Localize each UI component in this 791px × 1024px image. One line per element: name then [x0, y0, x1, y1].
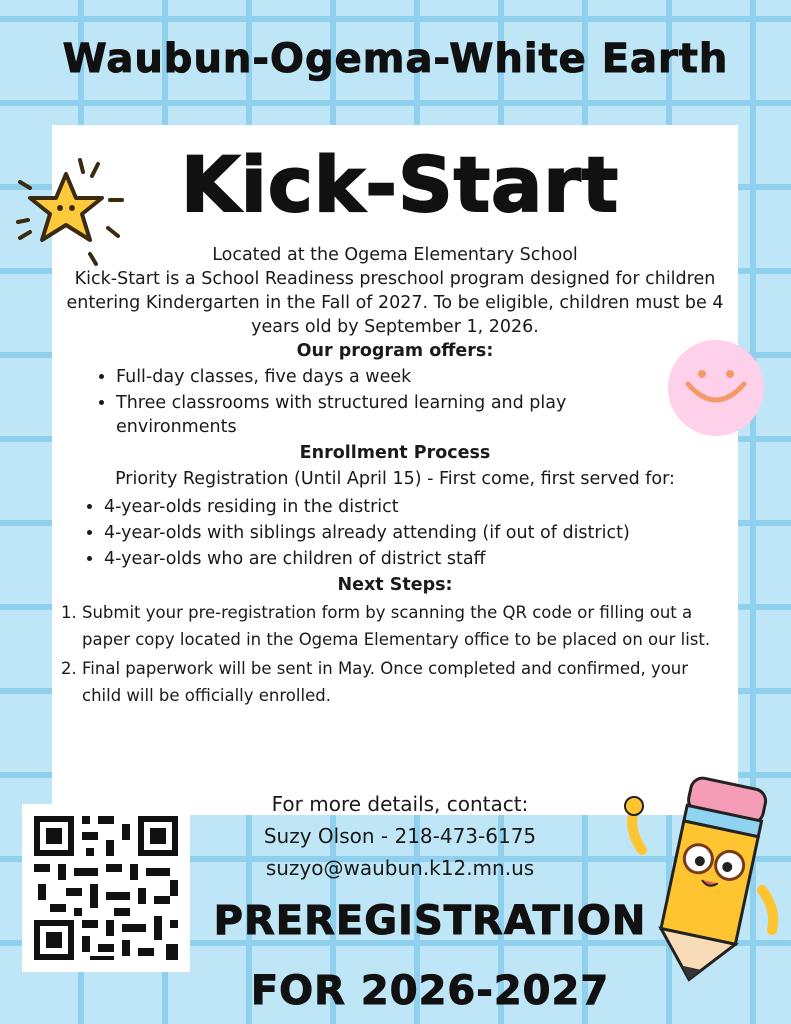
enrollment-list: [58, 495, 732, 571]
enrollment-heading: Enrollment Process: [299, 443, 491, 463]
contact-label: For more details, contact:: [271, 792, 529, 816]
list-item: 2. Final paperwork will be sent in May. Once completed and confirmed, your child will be officially enrolled.: [82, 655, 732, 709]
pencil-mascot-icon: [612, 770, 787, 990]
list-item: 1. Submit your pre-registration form by scanning the QR code or filling out a paper copy located in the Ogema Elementary office to be placed on our list.: [82, 599, 732, 653]
next-steps-list: [58, 599, 732, 709]
district-title: Waubun-Ogema-White Earth: [62, 36, 729, 82]
preregistration-label: PREREGISTRATION: [213, 898, 647, 944]
offers-heading: Our program offers:: [296, 341, 494, 361]
qr-code-icon: [22, 804, 190, 972]
list-item: • Full-day classes, five days a week: [116, 365, 676, 389]
qr-code: [22, 804, 190, 972]
contact-email: suzyo@waubun.k12.mn.us: [265, 856, 535, 880]
contact-name-phone: Suzy Olson - 218-473-6175: [263, 824, 537, 848]
list-item: • 4-year-olds residing in the district: [104, 495, 732, 519]
contact-block: [205, 788, 595, 884]
list-item: • Three classrooms with structured learning and play environments: [116, 391, 676, 439]
offers-list: [58, 365, 676, 439]
list-item: • 4-year-olds who are children of district staff: [104, 547, 732, 571]
page-title: Kick-Start: [180, 140, 620, 229]
location-text: Located at the Ogema Elementary School: [212, 245, 578, 265]
description-text: Kick-Start is a School Readiness preschool program designed for children entering Kindergarten in the Fall of 2027. To be eligible, children must be 4 years old by September 1, 2026.: [66, 269, 724, 337]
list-item: • 4-year-olds with siblings already attending (if out of district): [104, 521, 732, 545]
smiley-icon: [666, 338, 766, 438]
next-steps-heading: Next Steps:: [337, 575, 453, 595]
priority-text: Priority Registration (Until April 15) - First come, first served for:: [115, 469, 675, 489]
school-year-label: FOR 2026-2027: [250, 968, 610, 1014]
program-details: [58, 243, 732, 711]
